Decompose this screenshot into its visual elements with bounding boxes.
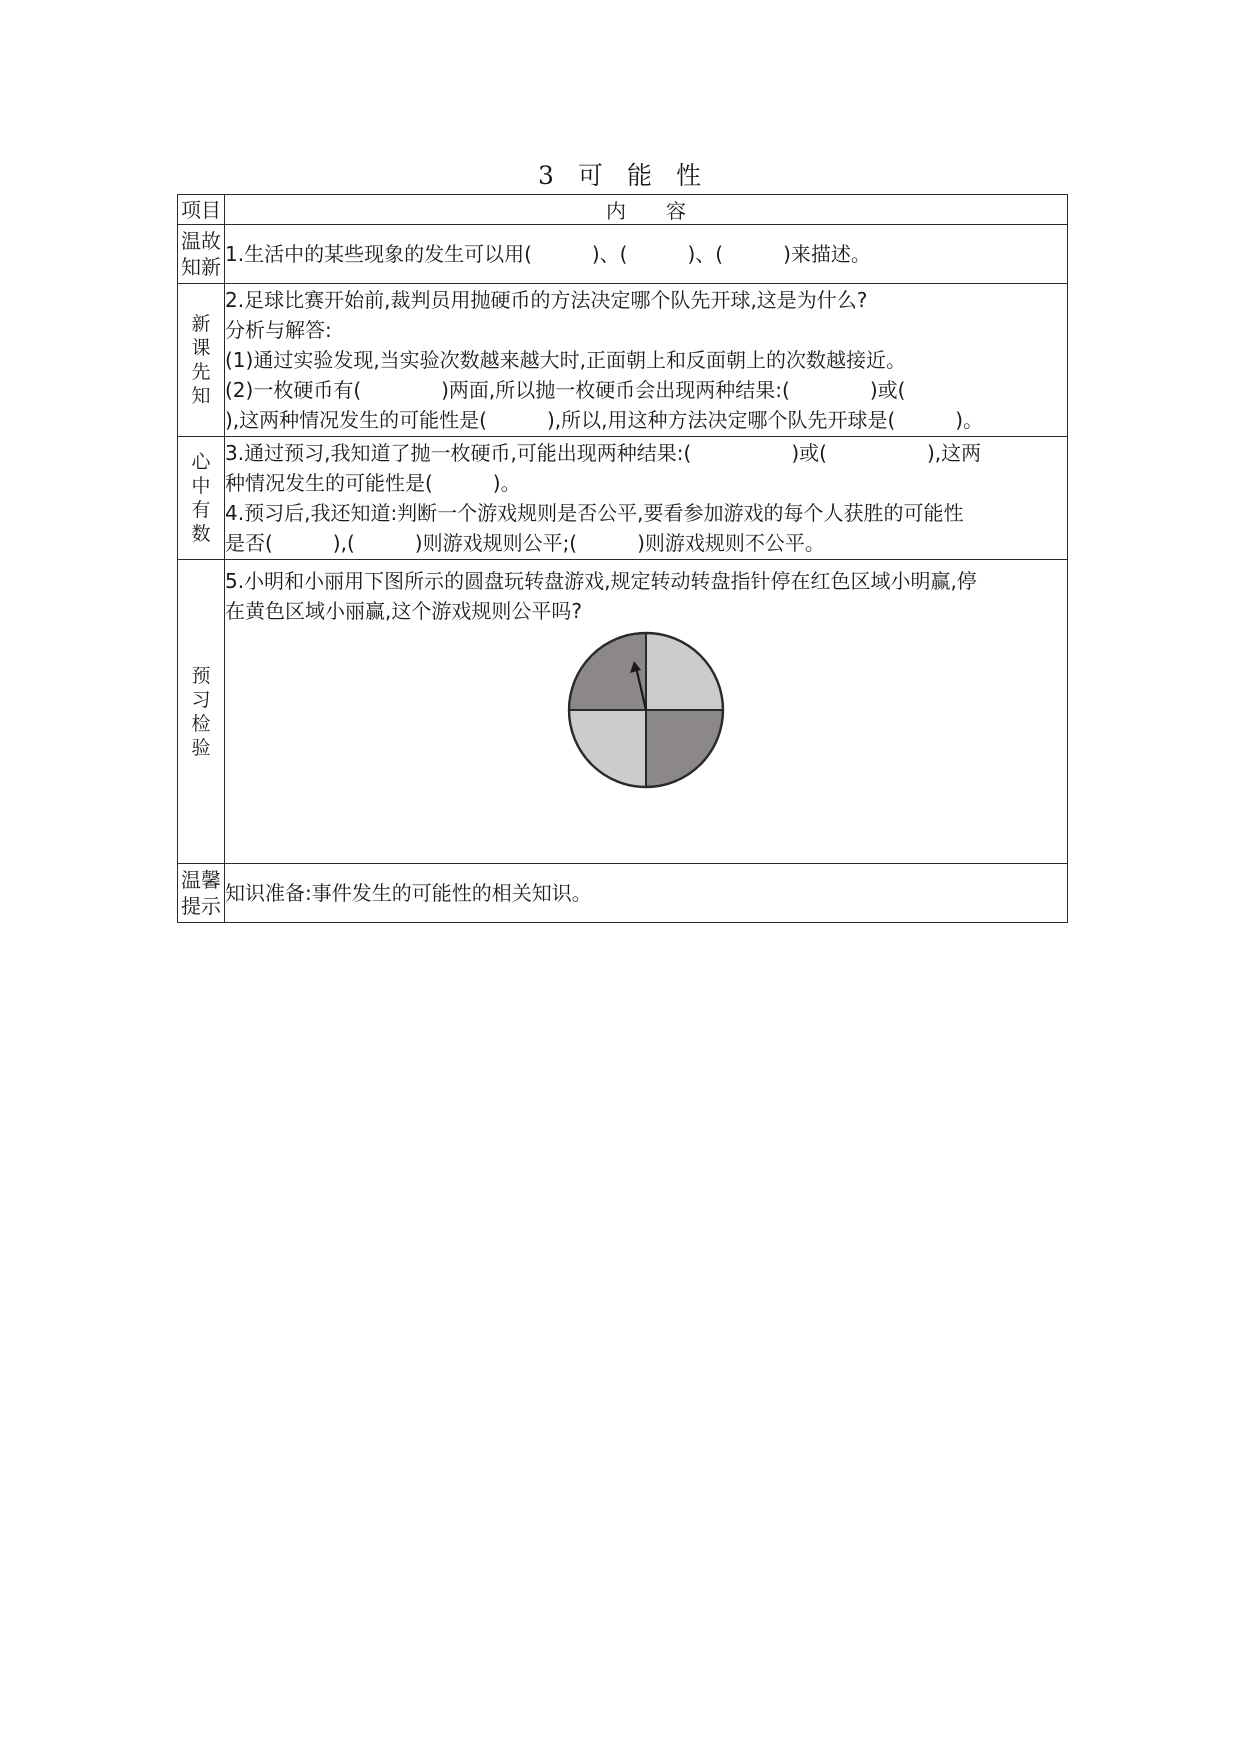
- row-content-new-lesson: [225, 284, 1068, 437]
- row-label-text: 温馨提示: [181, 868, 221, 918]
- header-content: 内 容: [225, 195, 1068, 225]
- question-line: (2)一枚硬币有( )两面,所以抛一枚硬币会出现两种结果:( )或(: [225, 378, 906, 402]
- question-line: 3.通过预习,我知道了抛一枚硬币,可能出现两种结果:( )或( ),这两: [225, 441, 982, 465]
- question-line: (1)通过实验发现,当实验次数越来越大时,正面朝上和反面朝上的次数越接近。: [225, 348, 907, 372]
- table-row: [178, 437, 1068, 560]
- row-label-mind: [178, 437, 225, 560]
- lesson-number: 3: [538, 161, 556, 190]
- row-label-text: 新课先知: [191, 313, 211, 407]
- header-label: 项目: [178, 195, 225, 225]
- row-label-check: [178, 560, 225, 864]
- page-title: [0, 156, 1241, 192]
- spinner-figure: [225, 626, 1067, 798]
- row-content-review: [225, 225, 1068, 284]
- title-word: 性: [675, 161, 703, 190]
- row-content-tip: [225, 864, 1068, 923]
- title-word: 可: [577, 161, 605, 190]
- row-label-review: [178, 225, 225, 284]
- table-header-row: [178, 195, 1068, 225]
- question-line: 1.生活中的某些现象的发生可以用( )、( )、( )来描述。: [225, 242, 871, 266]
- question-line: ),这两种情况发生的可能性是( ),所以,用这种方法决定哪个队先开球是( )。: [225, 408, 984, 432]
- row-content-check: [225, 560, 1068, 864]
- table-row: [178, 225, 1068, 284]
- row-content-mind: [225, 437, 1068, 560]
- question-line: 分析与解答:: [225, 318, 332, 342]
- preview-table: [177, 194, 1068, 923]
- table-row: [178, 560, 1068, 864]
- question-line: 是否( ),( )则游戏规则公平;( )则游戏规则不公平。: [225, 531, 825, 555]
- row-label-text: 心中有数: [191, 451, 211, 545]
- row-label-new-lesson: [178, 284, 225, 437]
- table-row: [178, 864, 1068, 923]
- question-line: 5.小明和小丽用下图所示的圆盘玩转盘游戏,规定转动转盘指针停在红色区域小明赢,停: [225, 569, 977, 593]
- row-label-tip: [178, 864, 225, 923]
- spinner-disc: [566, 630, 726, 790]
- question-line: 4.预习后,我还知道:判断一个游戏规则是否公平,要看参加游戏的每个人获胜的可能性: [225, 501, 964, 525]
- title-word: 能: [626, 161, 654, 190]
- row-label-text: 温故知新: [181, 229, 221, 279]
- table-row: [178, 284, 1068, 437]
- question-line: 在黄色区域小丽赢,这个游戏规则公平吗?: [225, 599, 582, 623]
- row-label-text: 预习检验: [191, 664, 211, 759]
- question-line: 2.足球比赛开始前,裁判员用抛硬币的方法决定哪个队先开球,这是为什么?: [225, 288, 868, 312]
- question-line: 种情况发生的可能性是( )。: [225, 471, 521, 495]
- tip-line: 知识准备:事件发生的可能性的相关知识。: [225, 881, 592, 905]
